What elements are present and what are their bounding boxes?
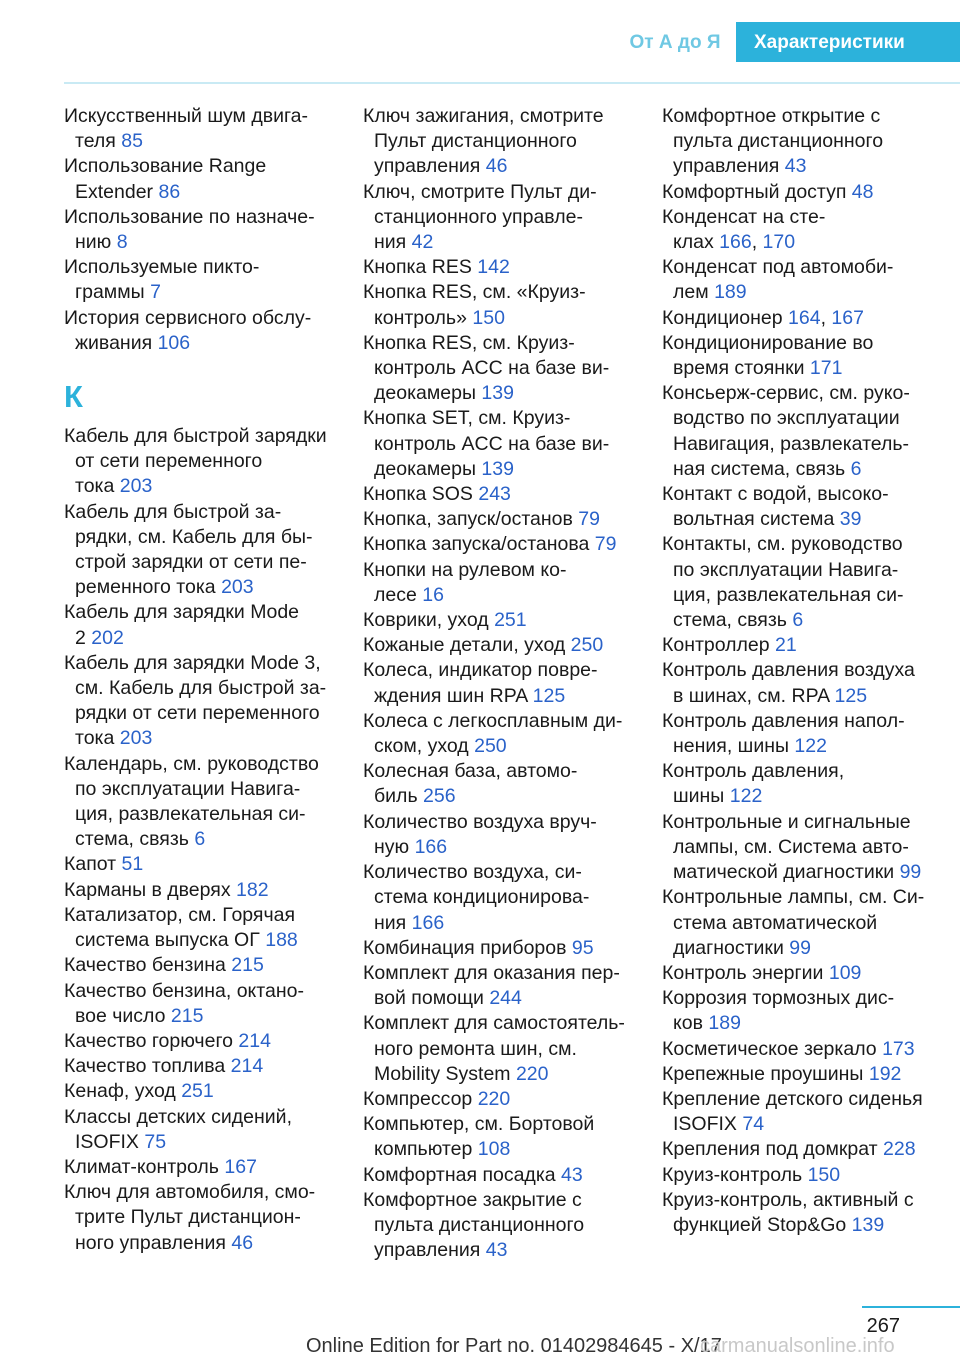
header-divider — [64, 82, 960, 84]
page-link[interactable]: 250 — [474, 735, 507, 758]
page-link[interactable]: 139 — [481, 457, 514, 480]
page-link[interactable]: 79 — [578, 508, 600, 531]
entry-text: Кабель для быстрой зарядки — [64, 425, 327, 448]
entry-text: пульта дистанционного — [374, 1213, 585, 1236]
index-entry — [64, 903, 354, 953]
entry-text: нию — [75, 231, 112, 254]
entry-text: ная система, связь — [673, 457, 846, 480]
entry-text: ском, уход — [374, 735, 469, 758]
page-link[interactable]: 79 — [594, 533, 617, 556]
entry-text: Комфортный доступ — [662, 180, 847, 203]
page-link[interactable]: 21 — [775, 634, 797, 657]
page-link[interactable]: 99 — [789, 936, 811, 959]
entry-text: Колесная база, автомо- — [363, 760, 578, 783]
page-link[interactable]: 164 — [788, 306, 821, 329]
page-link[interactable]: 86 — [158, 180, 181, 203]
entry-text: Контроль давления воздуха — [662, 659, 915, 682]
index-column-3 — [662, 104, 952, 1238]
page-link[interactable]: 142 — [477, 256, 510, 279]
entry-text: граммы — [75, 281, 145, 304]
index-entry — [64, 205, 354, 255]
entry-text: Mobility System — [374, 1062, 511, 1085]
page-link[interactable]: 51 — [121, 853, 144, 876]
entry-text: Капот — [64, 853, 117, 876]
entry-text: ния — [374, 911, 407, 934]
entry-text: ждения шин RPA — [374, 684, 528, 707]
page-link[interactable]: 43 — [561, 1163, 583, 1186]
index-entry — [363, 1011, 653, 1087]
index-entry — [363, 507, 653, 532]
index-entry — [662, 482, 952, 532]
entry-text: ную — [374, 835, 410, 858]
index-entry — [64, 104, 354, 154]
entry-text: контроль ACC на базе ви- — [374, 357, 610, 380]
page-link[interactable]: 6 — [194, 828, 206, 851]
page-link[interactable]: 173 — [882, 1037, 915, 1060]
entry-text: контроль ACC на базе ви- — [374, 432, 610, 455]
index-entry — [363, 860, 653, 936]
page-link[interactable]: 122 — [729, 785, 763, 808]
entry-text: Комфортное закрытие с — [363, 1188, 582, 1211]
entry-text: Кабель для быстрой за- — [64, 500, 282, 523]
page-link[interactable]: 192 — [868, 1062, 902, 1085]
page-link[interactable]: 214 — [230, 1055, 264, 1078]
index-entry — [64, 600, 354, 650]
index-entry — [662, 961, 952, 986]
entry-text: биль — [374, 785, 418, 808]
entry-text: рядки, см. Кабель для бы- — [75, 525, 313, 548]
index-entry — [363, 961, 653, 1011]
entry-text: Контроль давления напол- — [662, 709, 905, 732]
entry-text: трите Пульт дистанцион- — [75, 1206, 301, 1229]
index-entry — [64, 979, 354, 1029]
page-link[interactable]: 202 — [91, 626, 124, 649]
entry-text: Классы детских сидений, — [64, 1105, 292, 1128]
page-link[interactable]: 167 — [224, 1155, 257, 1178]
entry-text: Использование Range — [64, 155, 267, 178]
page-link[interactable]: 166 — [411, 911, 445, 934]
entry-text: Колеса с легкосплавным ди- — [363, 709, 623, 732]
page-link[interactable]: 125 — [532, 684, 566, 707]
entry-text: Кнопка SOS — [363, 483, 473, 506]
watermark: carmanualsonline.info — [700, 1335, 895, 1357]
entry-text: Катализатор, см. Горячая — [64, 903, 296, 926]
page-link[interactable]: 75 — [144, 1130, 167, 1153]
index-entry — [662, 1037, 952, 1062]
index-entry — [363, 1087, 653, 1112]
index-entry — [363, 255, 653, 280]
entry-text: Кнопка RES — [363, 256, 472, 279]
page-link[interactable]: 189 — [708, 1012, 741, 1035]
page-link[interactable]: 220 — [477, 1087, 511, 1110]
page-link[interactable]: 99 — [899, 861, 922, 884]
index-entry — [662, 104, 952, 180]
page-link[interactable]: 150 — [807, 1163, 841, 1186]
entry-text: ISOFIX — [673, 1113, 737, 1136]
index-entry — [64, 852, 354, 877]
entry-text: Контакты, см. руководство — [662, 533, 903, 556]
index-entry — [363, 936, 653, 961]
entry-text: деокамеры — [374, 382, 476, 405]
entry-text: ция, развлекательная си- — [673, 583, 904, 606]
index-entry — [662, 180, 952, 205]
page-link[interactable]: 203 — [119, 475, 153, 498]
entry-text: по эксплуатации Навига- — [673, 558, 899, 581]
index-entry — [363, 558, 653, 608]
entry-text: Количество воздуха вруч- — [363, 810, 597, 833]
entry-text: ния — [374, 231, 407, 254]
tab-a-to-z[interactable]: От А до Я — [629, 32, 721, 53]
index-entry — [363, 532, 653, 557]
entry-text: Качество топлива — [64, 1055, 226, 1078]
page-link[interactable]: 182 — [236, 878, 269, 901]
index-entry — [662, 658, 952, 708]
entry-text: Календарь, см. руководство — [64, 752, 319, 775]
index-entry — [363, 1163, 653, 1188]
index-entry — [64, 878, 354, 903]
entry-text: Комбинация приборов — [363, 936, 567, 959]
index-entry — [64, 500, 354, 601]
index-entry: Кондиционер 164, 167 — [662, 306, 864, 329]
entry-text: Круиз-контроль — [662, 1163, 803, 1186]
entry-text: шины — [673, 785, 725, 808]
page-link[interactable]: 250 — [570, 634, 604, 657]
entry-text: Кабель для зарядки Mode — [64, 601, 300, 624]
page-link[interactable]: 39 — [839, 508, 862, 531]
entry-text: Колеса, индикатор повре- — [363, 659, 598, 682]
index-entry — [64, 752, 354, 853]
page-link[interactable]: 139 — [481, 382, 514, 405]
index-entry — [363, 608, 653, 633]
entry-text: диагностики — [673, 936, 784, 959]
page-link[interactable]: 188 — [265, 929, 298, 952]
index-entry — [64, 1029, 354, 1054]
entry-text: компьютер — [374, 1138, 473, 1161]
entry-text: тока — [75, 475, 115, 498]
page-link[interactable]: 228 — [883, 1138, 916, 1161]
index-entry — [662, 986, 952, 1036]
page-link[interactable]: 6 — [850, 457, 862, 480]
entry-text: в шинах, см. RPA — [673, 684, 830, 707]
page-link[interactable]: 109 — [828, 961, 862, 984]
entry-text: Комфортная посадка — [363, 1163, 556, 1186]
entry-text: Карманы в дверях — [64, 878, 231, 901]
entry-text: Ключ для автомобиля, смо- — [64, 1181, 316, 1204]
page-link[interactable]: 251 — [494, 609, 527, 632]
entry-text: Комплект для оказания пер- — [363, 961, 620, 984]
section-letter: К — [64, 379, 83, 415]
entry-text: Ключ зажигания, смотрите — [363, 105, 604, 127]
page-link[interactable]: 256 — [423, 785, 456, 808]
entry-text: Используемые пикто- — [64, 256, 260, 279]
page-link[interactable]: 251 — [181, 1080, 214, 1103]
tab-characteristics[interactable]: Характеристики — [736, 22, 960, 62]
edition-note: Online Edition for Part no. 01402984645 - X/17 — [306, 1335, 722, 1357]
index-entry — [662, 1062, 952, 1087]
entry-text: Компьютер, см. Бортовой — [363, 1113, 595, 1136]
entry-text: ция, развлекательная си- — [75, 803, 306, 826]
index-entry — [64, 1155, 354, 1180]
page-link[interactable]: 85 — [121, 130, 143, 153]
index-entry — [662, 709, 952, 759]
entry-text: Конденсат на сте- — [662, 205, 826, 228]
entry-text: теля — [75, 130, 116, 153]
index-entry — [662, 1137, 952, 1162]
entry-text: строй зарядки от сети пе- — [75, 551, 307, 574]
entry-text: рядки от сети переменного — [75, 702, 320, 725]
entry-text: время стоянки — [673, 357, 805, 380]
entry-text: Ключ, смотрите Пульт ди- — [363, 180, 597, 203]
entry-text: водство по эксплуатации — [673, 407, 900, 430]
entry-text: Качество горючего — [64, 1029, 233, 1052]
entry-text: нения, шины — [673, 735, 789, 758]
entry-text: стема автоматической — [673, 911, 878, 934]
index-entry — [662, 532, 952, 633]
page-link[interactable]: 243 — [478, 483, 511, 506]
page-link[interactable]: 16 — [422, 583, 444, 606]
index-entry — [64, 306, 354, 356]
entry-text: тока — [75, 727, 115, 750]
entry-text: Навигация, развлекатель- — [673, 432, 910, 455]
index-entry — [64, 1180, 354, 1256]
index-entry — [662, 1188, 952, 1238]
page-link[interactable]: 7 — [150, 281, 161, 304]
entry-text: Кондиционирование во — [662, 331, 874, 354]
index-entry — [662, 1163, 952, 1188]
entry-text: 2 — [75, 626, 86, 649]
entry-text: Консьерж-сервис, см. руко- — [662, 382, 910, 405]
page-link[interactable]: 215 — [231, 954, 264, 977]
entry-text: управления — [374, 155, 481, 178]
entry-text: Контроллер — [662, 634, 770, 657]
index-entry — [363, 658, 653, 708]
index-content — [0, 104, 960, 1264]
entry-text: Круиз-контроль, активный с — [662, 1188, 914, 1211]
index-entry — [64, 154, 354, 204]
entry-text: Кнопка RES, см. «Круиз- — [363, 281, 586, 304]
index-entry — [363, 759, 653, 809]
entry-text: Кондиционер — [662, 306, 783, 329]
index-entry — [64, 1105, 354, 1155]
index-column-1 — [64, 104, 354, 1256]
entry-text: Кнопка SET, см. Круиз- — [363, 407, 571, 430]
index-entry — [363, 810, 653, 860]
index-entry — [363, 331, 653, 407]
index-entry — [64, 953, 354, 978]
page-link[interactable]: 48 — [851, 180, 874, 203]
index-entry — [662, 331, 952, 381]
entry-text: вой помощи — [374, 987, 484, 1010]
index-entry — [363, 406, 653, 482]
entry-text: Контакт с водой, высоко- — [662, 483, 889, 506]
entry-text: Кнопка, запуск/останов — [363, 508, 573, 531]
entry-text: Конденсат под автомоби- — [662, 256, 894, 279]
page-link[interactable]: 8 — [116, 231, 128, 254]
index-entry — [662, 381, 952, 482]
entry-text: Кожаные детали, уход — [363, 634, 566, 657]
entry-text: клах — [673, 231, 714, 254]
entry-text: Искусственный шум двига- — [64, 105, 308, 127]
index-entry — [662, 633, 952, 658]
page-link[interactable]: 43 — [485, 1239, 508, 1262]
index-entry — [64, 255, 354, 305]
page-link[interactable]: 171 — [809, 357, 843, 380]
index-entry — [64, 1079, 354, 1104]
index-entry — [662, 1087, 952, 1137]
index-entry — [363, 104, 653, 180]
entry-text: Кнопки на рулевом ко- — [363, 558, 567, 581]
entry-text: по эксплуатации Навига- — [75, 777, 301, 800]
entry-text: Использование по назначе- — [64, 205, 315, 228]
entry-text: ков — [673, 1012, 703, 1035]
entry-text: лесе — [374, 583, 417, 606]
entry-text: функцией Stop&Go — [673, 1213, 847, 1236]
entry-text: Косметическое зеркало — [662, 1037, 877, 1060]
entry-text: стема, связь — [673, 609, 787, 632]
header-bar — [0, 22, 960, 62]
entry-text: Контрольные лампы, см. Си- — [662, 886, 925, 909]
page-link[interactable]: 214 — [238, 1029, 271, 1052]
footer-divider — [862, 1306, 960, 1308]
entry-text: Кнопка запуска/останова — [363, 533, 590, 556]
entry-text: см. Кабель для быстрой за- — [75, 677, 327, 700]
page-link[interactable]: 108 — [477, 1138, 511, 1161]
page-link[interactable]: 189 — [714, 281, 747, 304]
entry-text: ного ремонта шин, см. — [374, 1037, 577, 1060]
entry-text: Контрольные и сигнальные — [662, 810, 911, 833]
entry-text: Комплект для самостоятель- — [363, 1012, 625, 1035]
entry-text: Крепление детского сиденья — [662, 1087, 923, 1110]
entry-text: Кабель для зарядки Mode 3, — [64, 651, 321, 674]
page-link[interactable]: 220 — [515, 1062, 549, 1085]
page-link[interactable]: 125 — [834, 684, 868, 707]
entry-text: Кнопка RES, см. Круиз- — [363, 331, 575, 354]
page-link[interactable]: 244 — [489, 987, 522, 1010]
index-entry — [363, 180, 653, 256]
entry-text: Контроль давления, — [662, 760, 845, 783]
entry-text: Крепления под домкрат — [662, 1138, 878, 1161]
index-entry — [363, 1188, 653, 1264]
entry-text: от сети переменного — [75, 450, 263, 473]
page-link[interactable]: 46 — [231, 1231, 254, 1254]
entry-text: История сервисного обслу- — [64, 306, 312, 329]
entry-text: деокамеры — [374, 457, 476, 480]
entry-text: контроль» — [374, 306, 467, 329]
entry-text: Коррозия тормозных дис- — [662, 987, 895, 1010]
index-entry — [64, 651, 354, 752]
index-entry — [363, 482, 653, 507]
entry-text: Компрессор — [363, 1087, 473, 1110]
entry-text: Крепежные проушины — [662, 1062, 864, 1085]
entry-text: Качество бензина, октано- — [64, 979, 304, 1002]
entry-text: Комфортное открытие с — [662, 105, 881, 127]
page-link[interactable]: 166 — [719, 231, 752, 254]
index-entry: Конденсат на сте- клах 166, 170 — [662, 205, 826, 254]
entry-text: Кенаф, уход — [64, 1080, 176, 1103]
page-number: 267 — [866, 1315, 900, 1337]
page-link[interactable]: 106 — [157, 331, 191, 354]
page-link[interactable]: 6 — [792, 609, 804, 632]
entry-text: матической диагностики — [673, 861, 895, 884]
index-entry — [363, 1112, 653, 1162]
page-link[interactable]: 74 — [742, 1113, 765, 1136]
index-entry — [64, 424, 354, 500]
page-link[interactable]: 43 — [784, 155, 807, 178]
entry-text: Количество воздуха, си- — [363, 861, 582, 884]
entry-text: ного управления — [75, 1231, 226, 1254]
entry-text: вольтная система — [673, 508, 835, 531]
entry-text: стема кондиционирова- — [374, 886, 590, 909]
entry-text: система выпуска ОГ — [75, 929, 260, 952]
page-link[interactable]: 95 — [571, 936, 594, 959]
index-entry — [363, 280, 653, 330]
entry-text: вое число — [75, 1004, 166, 1027]
index-entry — [662, 759, 952, 809]
index-entry — [363, 633, 653, 658]
page-link[interactable]: 203 — [221, 576, 254, 599]
index-entry — [64, 1054, 354, 1079]
index-entry — [662, 810, 952, 886]
page-link[interactable]: 166 — [414, 835, 448, 858]
page-link[interactable]: 170 — [762, 231, 796, 254]
entry-text: пульта дистанционного — [673, 130, 884, 153]
page-link[interactable]: 215 — [170, 1004, 204, 1027]
entry-text: управления — [374, 1239, 481, 1262]
page-link[interactable]: 139 — [851, 1213, 885, 1236]
entry-text: станционного управле- — [374, 205, 583, 228]
entry-text: Коврики, уход — [363, 609, 489, 632]
page-link[interactable]: 42 — [411, 231, 434, 254]
page-link[interactable]: 203 — [119, 727, 153, 750]
entry-text: ISOFIX — [75, 1130, 139, 1153]
page-link[interactable]: 167 — [831, 306, 864, 329]
entry-text: Пульт дистанционного — [374, 130, 577, 153]
index-entry — [662, 885, 952, 961]
index-column-2 — [363, 104, 653, 1263]
entry-text: лем — [673, 281, 709, 304]
index-entry — [662, 255, 952, 305]
page-link[interactable]: 46 — [485, 155, 508, 178]
entry-text: живания — [75, 331, 153, 354]
page-link[interactable]: 150 — [472, 306, 505, 329]
entry-text: Extender — [75, 180, 154, 203]
entry-text: Контроль энергии — [662, 961, 824, 984]
page-link[interactable]: 122 — [794, 735, 827, 758]
entry-text: Качество бензина — [64, 954, 226, 977]
entry-text: Климат-контроль — [64, 1155, 219, 1178]
entry-text: управления — [673, 155, 780, 178]
entry-text: лампы, см. Система авто- — [673, 835, 909, 858]
entry-text: ременного тока — [75, 576, 216, 599]
index-entry — [363, 709, 653, 759]
entry-text: стема, связь — [75, 828, 189, 851]
